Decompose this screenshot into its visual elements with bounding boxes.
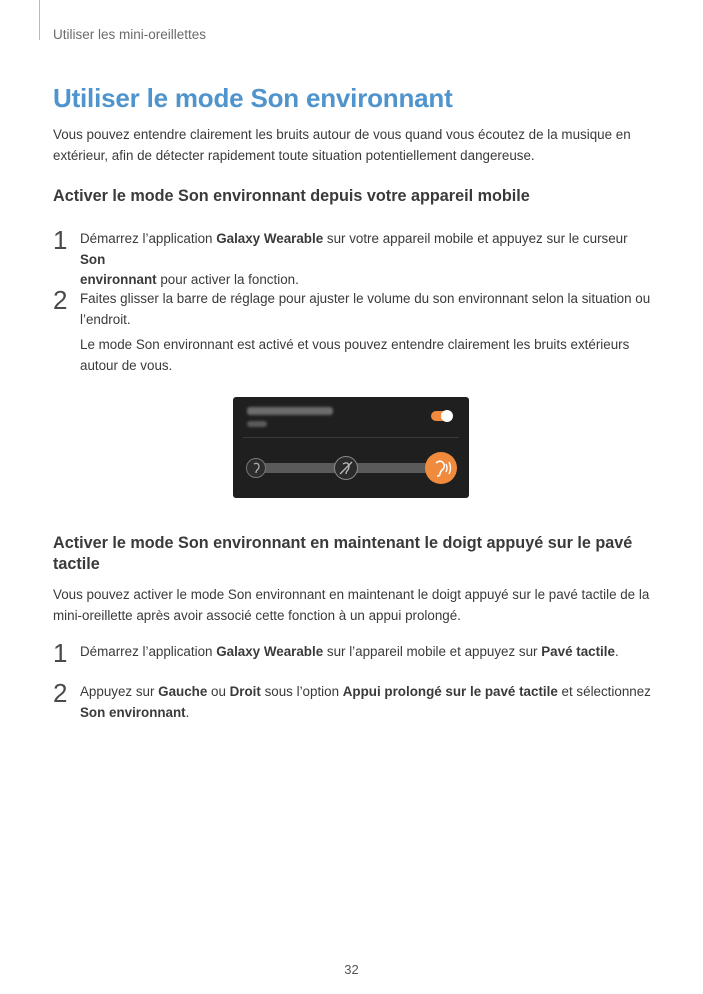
divider [243,437,459,438]
intro-line: extérieur, afin de détecter rapidement toute situation potentiellement dangereuse. [53,147,535,163]
ui-label: Son environnant [80,704,186,720]
section-heading-touchpad: Activer le mode Son environnant en maintenant le doigt appuyé sur le pavé tactile [53,534,633,573]
app-name: Galaxy Wearable [216,644,324,659]
blurred-setting-subtitle [247,421,267,427]
ambient-sound-screenshot [233,397,469,498]
ear-icon[interactable] [334,456,358,480]
ui-label: Appui prolongé sur le pavé tactile [342,684,558,699]
ui-label: Son [80,251,106,267]
step-number: 2 [53,678,68,708]
intro-line: Vous pouvez entendre clairement les bruits autour de vous quand vous écoutez de la musique en [53,127,631,142]
blurred-setting-title [247,407,333,415]
section-heading-mobile: Activer le mode Son environnant depuis votre appareil mobile [53,187,530,205]
step-number: 1 [53,225,68,255]
step-number: 2 [53,285,68,315]
step-text: Démarrez l’application Galaxy Wearable sur votre appareil mobile et appuyez sur le curseur Son environnant pour activer la fonction. [80,231,628,287]
ui-label: Droit [229,684,261,699]
ear-sound-icon[interactable] [425,452,457,484]
ui-label: Gauche [158,684,208,699]
running-header: Utiliser les mini-oreillettes [53,27,207,42]
ear-muted-icon[interactable] [246,458,266,478]
intro-paragraph [53,125,653,166]
ambient-sound-toggle[interactable] [431,411,451,421]
page-title: Utiliser le mode Son environnant [53,83,453,113]
step-number: 1 [53,638,68,668]
app-name: Galaxy Wearable [216,231,324,246]
step-text: Démarrez l’application Galaxy Wearable sur l’appareil mobile et appuyez sur Pavé tactile. [80,644,619,659]
step-text: Appuyez sur Gauche ou Droit sous l’option Appui prolongé sur le pavé tactile et sélectionnez Son environnant. [80,684,651,720]
ui-label: Pavé tactile [541,644,615,659]
ui-label: environnant [80,272,157,287]
step-text: Faites glisser la barre de réglage pour ajuster le volume du son environnant selon la situation ou l’endroit. [80,291,651,327]
corner-line [39,0,40,40]
section2-intro: Vous pouvez activer le mode Son environnant en maintenant le doigt appuyé sur le pavé tactile de la mini-oreillette après avoir associé cette fonction à un appui prolongé. [53,587,650,623]
step-note: Le mode Son environnant est activé et vous pouvez entendre clairement les bruits extérieurs autour de vous. [80,337,630,373]
page-number: 32 [344,962,359,977]
